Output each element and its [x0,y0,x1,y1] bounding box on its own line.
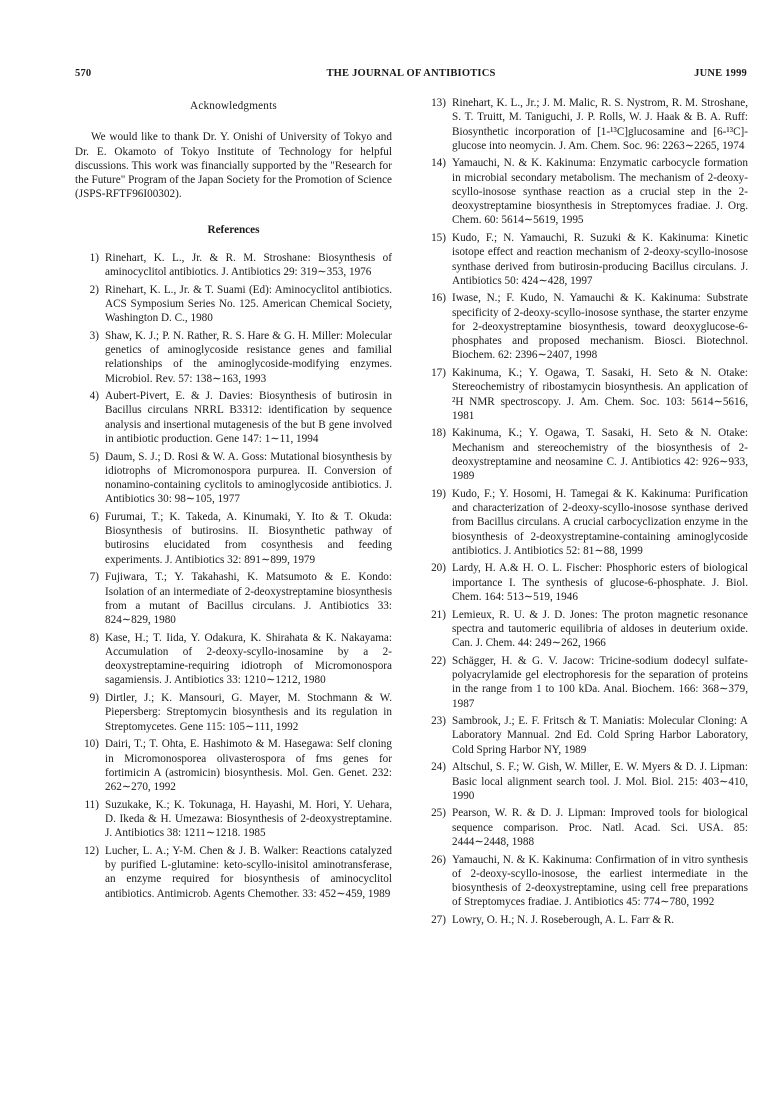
reference-item [75,798,392,841]
reference-list-left [75,251,392,901]
reference-number: 7) [89,571,99,584]
reference-text: Schägger, H. & G. V. Jacow: Tricine-sodium dodecyl sulfate-polyacrylamide gel electrophoresis for the separation of proteins in the range from 1 to 100 kDa. Anal. Biochem. 166: 368∼379, 1987 [452,654,748,710]
reference-item [422,561,748,604]
reference-number: 22) [431,654,446,667]
reference-item [422,654,748,711]
page-number: 570 [75,68,92,79]
reference-text: Kase, H.; T. Iida, Y. Odakura, K. Shirahata & K. Nakayama: Accumulation of 2-deoxy-scyllo-inosamine by a 2-deoxystreptamine-requiring idiotroph of Micromonospora sagamiensis. J. Antibiotics 33: 1210∼1212, 1980 [105,631,392,687]
reference-number: 12) [84,844,99,857]
reference-text: Yamauchi, N. & K. Kakinuma: Confirmation of in vitro synthesis of 2-deoxy-scyllo-inosose, the earliest intermediate in the biosynthesis of 2-deoxystreptamine, using cell free preparations of Streptomyces fradiae. J. Antibiotics 45: 774∼780, 1992 [452,853,748,909]
reference-text: Furumai, T.; K. Takeda, A. Kinumaki, Y. Ito & T. Okuda: Biosynthesis of butirosins. II. Biosynthetic pathway of butirosins elucidated from cosynthesis and feeding experiments. J. Antibiotics 32: 891∼899, 1979 [105,510,392,566]
journal-title: THE JOURNAL OF ANTIBIOTICS [326,68,496,79]
reference-number: 23) [431,715,446,728]
reference-item [422,156,748,227]
reference-item [422,231,748,288]
reference-text: Sambrook, J.; E. F. Fritsch & T. Maniatis: Molecular Cloning: A Laboratory Mannual. 2nd Ed. Cold Spring Harbor Laboratory, Cold Spring Harbor NY, 1989 [452,715,748,756]
reference-text: Lowry, O. H.; N. J. Roseberough, A. L. Farr & R. [452,913,675,926]
reference-item [422,714,748,757]
reference-number: 10) [84,738,99,751]
reference-text: Shaw, K. J.; P. N. Rather, R. S. Hare & G. H. Miller: Molecular genetics of aminoglycoside resistance genes and familial relationships of the aminoglycoside-modifying enzymes. Microbiol. Rev. 57: 138∼163, 1993 [105,329,392,385]
reference-text: Rinehart, K. L., Jr. & R. M. Stroshane: Biosynthesis of aminocyclitol antibiotics. J. Antibiotics 29: 319∼353, 1976 [105,251,392,278]
reference-item [422,426,748,483]
reference-text: Lucher, L. A.; Y-M. Chen & J. B. Walker: Reactions catalyzed by purified L-glutamine: keto-scyllo-inisitol aminotransferase, an enzyme required for biosynthesis of aminocyclitol antibiotics. Antimicrob. Agents Chemother. 33: 452∼459, 1989 [105,844,392,900]
reference-text: Lemieux, R. U. & J. D. Jones: The proton magnetic resonance spectra and tautomeric equilibria of aldoses in deuterium oxide. Can. J. Chem. 44: 249∼262, 1966 [452,608,748,650]
reference-number: 19) [431,487,446,500]
reference-number: 17) [431,367,446,380]
reference-item [75,283,392,326]
reference-number: 5) [89,450,99,463]
reference-item [75,570,392,627]
reference-item [422,96,748,153]
reference-item [75,737,392,794]
reference-text: Aubert-Pivert, E. & J. Davies: Biosynthesis of butirosin in Bacillus circulans NRRL B3312: identification by sequence analysis and insertional mutagenesis of the but B gene involved in antibiotic production. Gene 147: 1∼11, 1994 [105,390,392,445]
reference-item [75,631,392,688]
reference-number: 27) [431,913,446,926]
reference-number: 15) [431,232,446,245]
reference-number: 6) [89,510,99,523]
reference-number: 16) [431,292,446,305]
reference-text: Kudo, F.; N. Yamauchi, R. Suzuki & K. Kakinuma: Kinetic isotope effect and reaction mechanism of 2-deoxy-scyllo-inosose synthase derived from butirosin-producing Bacillus circulans. J. Antibiotics 50: 424∼428, 1997 [452,232,748,287]
reference-text: Lardy, H. A.& H. O. L. Fischer: Phosphoric esters of biological importance I. The synthesis of glucose-6-phosphate. J. Biol. Chem. 164: 513∼519, 1946 [452,562,748,603]
reference-item [422,760,748,803]
reference-text: Kakinuma, K.; Y. Ogawa, T. Sasaki, H. Seto & N. Otake: Stereochemistry of ribostamycin biosynthesis. An application of ²H NMR spectroscopy. J. Am. Chem. Soc. 103: 5614∼5616, 1981 [452,367,748,422]
reference-item [422,487,748,558]
reference-number: 3) [89,329,99,342]
reference-number: 24) [431,761,446,774]
reference-number: 14) [431,157,446,170]
reference-text: Fujiwara, T.; Y. Takahashi, K. Matsumoto & E. Kondo: Isolation of an intermediate of 2-deoxystreptamine biosynthesis from a mutant of Bacillus circulans. J. Antibiotics 33: 824∼829, 1980 [105,571,392,627]
reference-text: Dirtler, J.; K. Mansouri, G. Mayer, M. Stochmann & W. Piepersberg: Streptomycin biosynthesis and its regulation in Streptomycetes. Gene 115: 105∼111, 1992 [105,692,392,733]
reference-item [422,291,748,362]
reference-item [75,510,392,567]
reference-number: 1) [89,251,99,264]
reference-item [422,853,748,910]
reference-number: 8) [89,631,99,644]
reference-item [75,251,392,280]
reference-text: Suzukake, K.; K. Tokunaga, H. Hayashi, M. Hori, Y. Uehara, D. Ikeda & H. Umezawa: Biosynthesis of 2-deoxystreptamine. J. Antibiotics 38: 1211∼1218. 1985 [105,798,392,840]
reference-text: Kudo, F.; Y. Hosomi, H. Tamegai & K. Kakinuma: Purification and characterization of 2-deoxy-scyllo-inosose synthase derived from Bacillus circulans. A crucial carbocyclization enzyme in the biosynthesis of 2-deoxystreptamine-containing aminoglycoside antibiotics. J. Antibiotics 52: 81∼88, 1999 [452,487,748,557]
reference-list-right [422,96,748,927]
reference-text: Iwase, N.; F. Kudo, N. Yamauchi & K. Kakinuma: Substrate specificity of 2-deoxy-scyllo-inosose synthase, the starter enzyme for 2-deoxystreptamine biosynthesis, toward deoxyglucose-6-phosphates and proposed mechanism. Biosci. Biotechnol. Biochem. 62: 2396∼2407, 1998 [452,292,748,362]
reference-text: Daum, S. J.; D. Rosi & W. A. Goss: Mutational biosynthesis by idiotrophs of Micromonospora purpurea. II. Conversion of nonamino-containing cyclitols to aminoglycoside antibiotics. J. Antibiotics 30: 98∼105, 1977 [105,450,392,506]
reference-number: 18) [431,427,446,440]
reference-text: Yamauchi, N. & K. Kakinuma: Enzymatic carbocycle formation in microbial secondary metabolism. The mechanism of 2-deoxy-scyllo-inosose synthase reaction as a crucial step in the 2-deoxystreptamine biosynthesis in Streptomyces fradiae. J. Org. Chem. 60: 5614∼5619, 1995 [452,157,748,227]
reference-text: Pearson, W. R. & D. J. Lipman: Improved tools for biological sequence comparison. Proc. Natl. Acad. Sci. USA. 85: 2444∼2448, 1988 [452,807,748,848]
reference-item [422,913,748,927]
reference-number: 26) [431,853,446,866]
reference-text: Rinehart, K. L., Jr. & T. Suami (Ed): Aminocyclitol antibiotics. ACS Symposium Series No. 125. American Chemical Society, Washington D. C., 1980 [105,283,392,325]
acknowledgments-text: We would like to thank Dr. Y. Onishi of University of Tokyo and Dr. E. Okamoto of Tokyo Institute of Technology for helpful discussions. This work was financially supported by the "Research for the Future" Program of the Japan Society for the Promotion of Science (JSPS-RFTF96I00302). [75,131,392,201]
reference-text: Kakinuma, K.; Y. Ogawa, T. Sasaki, H. Seto & N. Otake: Mechanism and stereochemistry of the biosynthesis of 2-deoxystreptamine and neosamine C. J. Antibiotics 42: 926∼933, 1989 [452,427,748,483]
reference-item [75,844,392,901]
reference-item [422,366,748,423]
acknowledgments-heading: Acknowledgments [190,100,277,112]
reference-number: 11) [84,798,99,811]
reference-number: 9) [89,692,99,705]
reference-number: 13) [431,97,446,109]
running-header [75,68,747,84]
reference-number: 25) [431,807,446,820]
reference-text: Rinehart, K. L., Jr.; J. M. Malic, R. S. Nystrom, R. M. Stroshane, S. T. Truitt, M. Taniguchi, J. P. Rolls, W. J. Haak & B. A. Ruff: Biosynthetic incorporation of [1-¹³C]glucosamine and [6-¹³C]-glucose into neomycin. J. Am. Chem. Soc. 96: 2263∼2265, 1974 [452,97,748,152]
reference-text: Dairi, T.; T. Ohta, E. Hashimoto & M. Hasegawa: Self cloning in Micromonosporea olivasterospora of fms genes for fortimicin A (astromicin) biosynthesis. Mol. Gen. Genet. 232: 262∼270, 1992 [105,738,392,794]
reference-number: 20) [431,562,446,575]
reference-item [75,389,392,446]
references-heading: References [207,223,260,236]
reference-number: 21) [431,608,446,621]
reference-item [75,450,392,507]
reference-text: Altschul, S. F.; W. Gish, W. Miller, E. W. Myers & D. J. Lipman: Basic local alignment search tool. J. Mol. Biol. 215: 403∼410, 1990 [452,761,748,802]
reference-item [422,806,748,849]
right-column [422,96,748,931]
reference-number: 2) [89,283,99,296]
reference-number: 4) [89,390,99,403]
reference-item [75,691,392,734]
issue-date: JUNE 1999 [694,68,747,79]
reference-item [422,608,748,651]
reference-item [75,329,392,386]
left-column [75,96,392,904]
